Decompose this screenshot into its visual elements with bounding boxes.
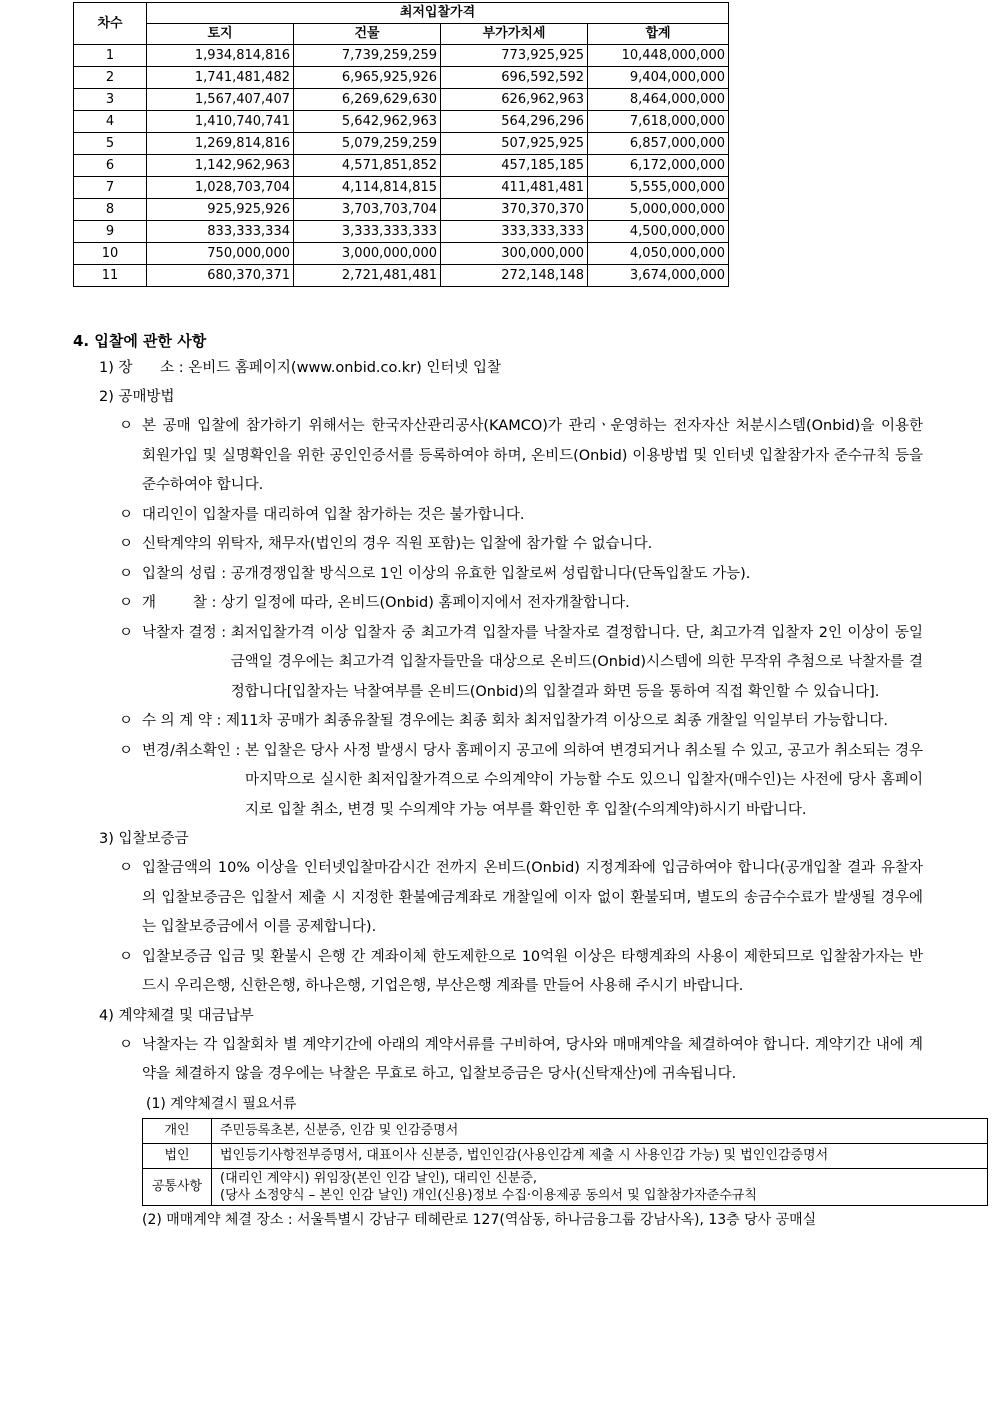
vat-cell: 457,185,185 — [441, 155, 588, 177]
docs-type: 개인 — [143, 1118, 212, 1143]
round-cell: 11 — [74, 265, 147, 287]
building-cell: 5,079,259,259 — [294, 133, 441, 155]
total-cell: 10,448,000,000 — [588, 45, 729, 67]
method-item-label: 낙찰자 결정 : — [142, 624, 231, 641]
building-cell: 6,965,925,926 — [294, 67, 441, 89]
round-cell: 1 — [74, 45, 147, 67]
bullet: ㅇ — [119, 506, 134, 523]
vat-cell: 696,592,592 — [441, 67, 588, 89]
total-cell: 4,500,000,000 — [588, 221, 729, 243]
method-item-text: 대리인이 입찰자를 대리하여 입찰 참가하는 것은 불가합니다. — [142, 506, 525, 523]
docs-line: (당사 소정양식 – 본인 인감 날인) 개인(신용)정보 수집·이용제공 동의서 및 입찰참가자준수규칙 — [220, 1187, 757, 1203]
vat-cell: 626,962,963 — [441, 89, 588, 111]
total-cell: 5,555,000,000 — [588, 177, 729, 199]
method-item-label: 수 의 계 약 : — [142, 713, 226, 729]
docs-row — [143, 1143, 988, 1168]
land-cell: 1,269,814,816 — [147, 133, 294, 155]
price-row — [74, 89, 729, 111]
contract-title: 4) 계약체결 및 대금납부 — [99, 1007, 254, 1024]
round-cell: 5 — [74, 133, 147, 155]
method-item-text: 신탁계약의 위탁자, 채무자(법인의 경우 직원 포함)는 입찰에 참가할 수 없습니다. — [142, 536, 653, 552]
round-cell: 8 — [74, 199, 147, 221]
bullet: ㅇ — [119, 1036, 134, 1053]
contract-place-line — [73, 1206, 923, 1234]
method-item-text: 제11차 공매가 최종유찰될 경우에는 최종 회차 최저입찰가격 이상으로 최종 개찰일 익일부터 가능합니다. — [225, 713, 889, 729]
docs-line: (대리인 계약시) 위임장(본인 인감 날인), 대리인 신분증, — [220, 1170, 538, 1186]
bullet: ㅇ — [119, 742, 134, 759]
place-label: 1) 장 소 : — [99, 360, 189, 376]
building-cell: 5,642,962,963 — [294, 111, 441, 133]
bullet: ㅇ — [119, 948, 134, 965]
method-item — [73, 737, 923, 826]
price-row — [74, 221, 729, 243]
docs-list: 법인등기사항전부증명서, 대표이사 신분증, 법인인감(사용인감계 제출 시 사용인감 가능) 및 법인인감증명서 — [212, 1143, 988, 1168]
header-round: 차수 — [74, 3, 147, 45]
method-list — [73, 412, 923, 825]
land-cell: 1,934,814,816 — [147, 45, 294, 67]
total-cell: 5,000,000,000 — [588, 199, 729, 221]
section-title: 4. 입찰에 관한 사항 — [73, 332, 207, 350]
contract-place-text: 서울특별시 강남구 테헤란로 127(역삼동, 하나금융그룹 강남사옥), 13층 당사 공매실 — [297, 1211, 817, 1228]
price-row — [74, 155, 729, 177]
method-item — [73, 501, 923, 531]
method-item-text: 본 공매 입찰에 참가하기 위해서는 한국자산관리공사(KAMCO)가 관리ㆍ운영하는 전자자산 처분시스템(Onbid)을 이용한 회원가입 및 실명확인을 위한 공인인증서를 등록하여야 하며, 온비드(Onbid) 이용방법 및 인터넷 입찰참가자 준수규칙 등을 준수하여야 합니다. — [142, 418, 923, 493]
bullet: ㅇ — [119, 536, 134, 552]
price-row — [74, 199, 729, 221]
contract-item — [73, 1031, 923, 1090]
docs-row — [143, 1118, 988, 1143]
header-min-bid-price: 최저입찰가격 — [147, 3, 729, 24]
price-row — [74, 265, 729, 287]
header-land: 토지 — [147, 24, 294, 45]
round-cell: 9 — [74, 221, 147, 243]
price-row — [74, 67, 729, 89]
total-cell: 6,857,000,000 — [588, 133, 729, 155]
vat-cell: 773,925,925 — [441, 45, 588, 67]
round-cell: 10 — [74, 243, 147, 265]
contract-place-label: (2) 매매계약 체결 장소 : — [142, 1211, 297, 1228]
land-cell: 925,925,926 — [147, 199, 294, 221]
min-bid-price-table — [73, 2, 729, 287]
method-item-label: 변경/취소확인 : — [142, 742, 246, 759]
land-cell: 1,028,703,704 — [147, 177, 294, 199]
building-cell: 4,114,814,815 — [294, 177, 441, 199]
round-cell: 3 — [74, 89, 147, 111]
deposit-item — [73, 854, 923, 943]
vat-cell: 333,333,333 — [441, 221, 588, 243]
building-cell: 3,703,703,704 — [294, 199, 441, 221]
bullet: ㅇ — [119, 418, 134, 434]
land-cell: 1,410,740,741 — [147, 111, 294, 133]
vat-cell: 300,000,000 — [441, 243, 588, 265]
land-cell: 833,333,334 — [147, 221, 294, 243]
land-cell: 1,567,407,407 — [147, 89, 294, 111]
vat-cell: 564,296,296 — [441, 111, 588, 133]
land-cell: 750,000,000 — [147, 243, 294, 265]
deposit-item — [73, 943, 923, 1002]
price-row — [74, 243, 729, 265]
bullet: ㅇ — [119, 595, 134, 611]
place-text: 온비드 홈페이지(www.onbid.co.kr) 인터넷 입찰 — [188, 360, 502, 376]
docs-type: 공통사항 — [143, 1168, 212, 1205]
bullet: ㅇ — [119, 565, 134, 582]
deposit-item-text: 입찰금액의 10% 이상을 인터넷입찰마감시간 전까지 온비드(Onbid) 지정계좌에 입금하여야 합니다(공개입찰 결과 유찰자의 입찰보증금은 입찰서 제출 시 지정한 환불예금계좌로 개찰일에 이자 없이 환불되며, 별도의 송금수수료가 발생될 경우에는 입찰보증금에서 이를 공제합니다). — [142, 860, 923, 935]
method-title: 2) 공매방법 — [99, 389, 175, 405]
place-line — [73, 354, 923, 383]
method-item-label: 개 찰 : — [142, 595, 221, 611]
docs-caption: (1) 계약체결시 필요서류 — [146, 1095, 297, 1112]
price-row — [74, 111, 729, 133]
price-row — [74, 133, 729, 155]
building-cell: 6,269,629,630 — [294, 89, 441, 111]
price-row — [74, 45, 729, 67]
method-item-text: 최저입찰가격 이상 입찰자 중 최고가격 입찰자를 낙찰자로 결정합니다. 단, 최고가격 입찰자 2인 이상이 동일금액일 경우에는 최고가격 입찰자들만을 대상으로 온비드(Onbid)시스템에 의한 무작위 추첨으로 낙찰자를 결정합니다[입찰자는 낙찰여부를 온비드(Onbid)의 입찰결과 화면 등을 통하여 직접 확인할 수 있습니다]. — [230, 624, 923, 700]
method-item — [73, 619, 923, 708]
building-cell: 4,571,851,852 — [294, 155, 441, 177]
building-cell: 3,000,000,000 — [294, 243, 441, 265]
header-total: 합계 — [588, 24, 729, 45]
docs-list — [212, 1168, 988, 1205]
bullet: ㅇ — [119, 713, 134, 729]
method-item — [73, 412, 923, 501]
header-building: 건물 — [294, 24, 441, 45]
contract-item-text: 낙찰자는 각 입찰회차 별 계약기간에 아래의 계약서류를 구비하여, 당사와 매매계약을 체결하여야 합니다. 계약기간 내에 계약을 체결하지 않을 경우에는 낙찰은 무효로 하고, 입찰보증금은 당사(신탁재산)에 귀속됩니다. — [142, 1036, 923, 1082]
docs-list: 주민등록초본, 신분증, 인감 및 인감증명서 — [212, 1118, 988, 1143]
bullet: ㅇ — [119, 624, 134, 641]
round-cell: 2 — [74, 67, 147, 89]
building-cell: 7,739,259,259 — [294, 45, 441, 67]
bidding-section — [73, 328, 923, 1234]
price-row — [74, 177, 729, 199]
total-cell: 3,674,000,000 — [588, 265, 729, 287]
land-cell: 1,142,962,963 — [147, 155, 294, 177]
round-cell: 6 — [74, 155, 147, 177]
deposit-title: 3) 입찰보증금 — [99, 831, 189, 847]
total-cell: 8,464,000,000 — [588, 89, 729, 111]
total-cell: 9,404,000,000 — [588, 67, 729, 89]
deposit-item-text: 입찰보증금 입금 및 환불시 은행 간 계좌이체 한도제한으로 10억원 이상은 타행계좌의 사용이 제한되므로 입찰참가자는 반드시 우리은행, 신한은행, 하나은행, 기업은행, 부산은행 계좌를 만들어 사용해 주시기 바랍니다. — [142, 948, 923, 994]
method-item — [73, 560, 923, 590]
total-cell: 6,172,000,000 — [588, 155, 729, 177]
land-cell: 1,741,481,482 — [147, 67, 294, 89]
building-cell: 3,333,333,333 — [294, 221, 441, 243]
total-cell: 7,618,000,000 — [588, 111, 729, 133]
total-cell: 4,050,000,000 — [588, 243, 729, 265]
method-item — [73, 530, 923, 560]
required-docs-table — [142, 1118, 988, 1206]
docs-row — [143, 1168, 988, 1205]
vat-cell: 507,925,925 — [441, 133, 588, 155]
method-item-text: 상기 일정에 따라, 온비드(Onbid) 홈페이지에서 전자개찰합니다. — [221, 595, 630, 611]
docs-type: 법인 — [143, 1143, 212, 1168]
vat-cell: 272,148,148 — [441, 265, 588, 287]
round-cell: 7 — [74, 177, 147, 199]
method-item-text: 본 입찰은 당사 사정 발생시 당사 홈페이지 공고에 의하여 변경되거나 취소될 수 있고, 공고가 취소되는 경우 마지막으로 실시한 최저입찰가격으로 수의계약이 가능할 수도 있으니 입찰자(매수인)는 사전에 당사 홈페이지로 입찰 취소, 변경 및 수의계약 가능 여부를 확인한 후 입찰(수의계약)하시기 바랍니다. — [245, 742, 923, 818]
vat-cell: 370,370,370 — [441, 199, 588, 221]
bullet: ㅇ — [119, 860, 134, 876]
method-item-text: 공개경쟁입찰 방식으로 1인 이상의 유효한 입찰로써 성립합니다(단독입찰도 가능). — [230, 565, 751, 582]
building-cell: 2,721,481,481 — [294, 265, 441, 287]
method-item — [73, 589, 923, 619]
land-cell: 680,370,371 — [147, 265, 294, 287]
method-item — [73, 707, 923, 737]
round-cell: 4 — [74, 111, 147, 133]
method-item-label: 입찰의 성립 : — [142, 565, 231, 582]
vat-cell: 411,481,481 — [441, 177, 588, 199]
header-vat: 부가가치세 — [441, 24, 588, 45]
